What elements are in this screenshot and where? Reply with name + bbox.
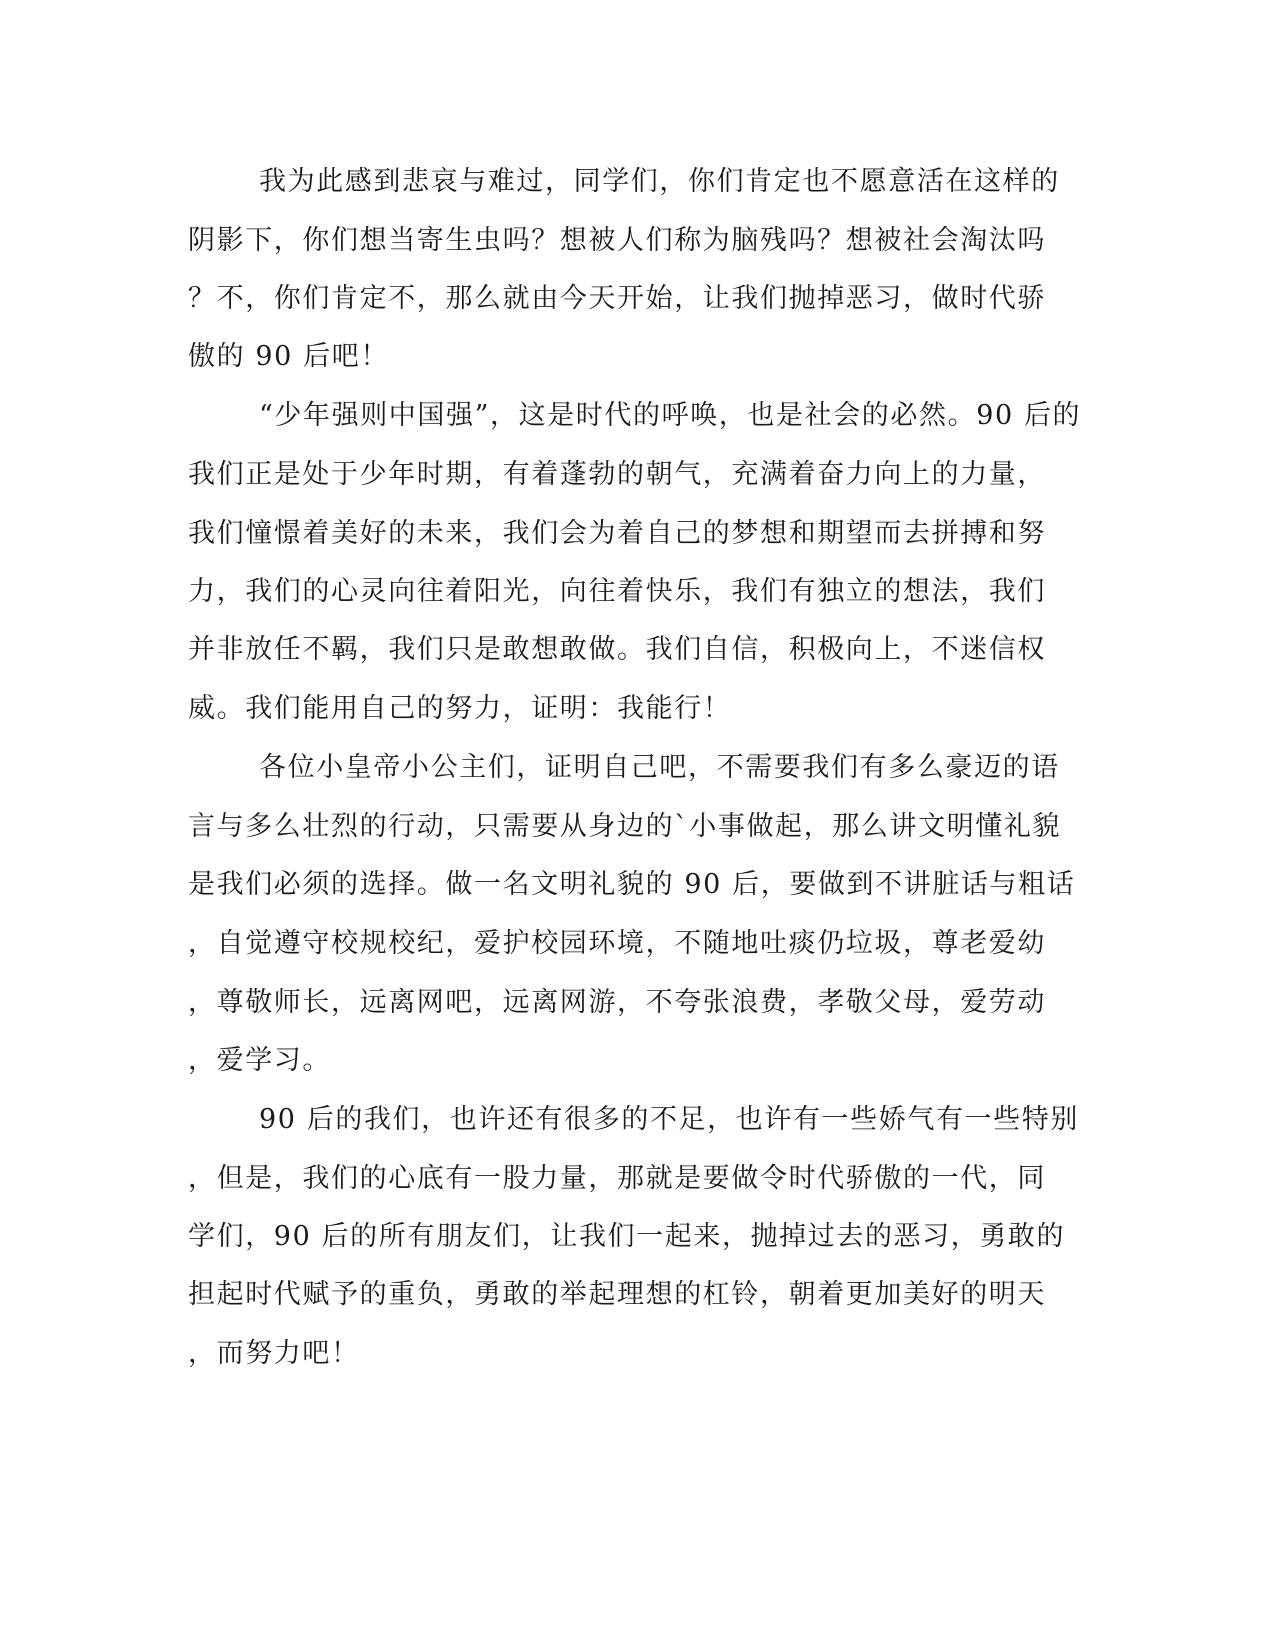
paragraph-line: ？不，你们肯定不，那么就由今天开始，让我们抛掉恶习，做时代骄 <box>188 283 1046 314</box>
paragraph-line: ，而努力吧！ <box>188 1338 360 1369</box>
paragraph-line: 学们，90 后的所有朋友们，让我们一起来，抛掉过去的恶习，勇敢的 <box>188 1221 1066 1252</box>
paragraph-line: 我们正是处于少年时期，有着蓬勃的朝气，充满着奋力向上的力量， <box>188 459 1046 490</box>
paragraph-line: 各位小皇帝小公主们，证明自己吧，不需要我们有多么豪迈的语 <box>259 752 1060 783</box>
paragraph-line: 我为此感到悲哀与难过，同学们，你们肯定也不愿意活在这样的 <box>259 166 1060 197</box>
paragraph-line: 担起时代赋予的重负，勇敢的举起理想的杠铃，朝着更加美好的明天 <box>188 1279 1046 1310</box>
paragraph-line: 我们憧憬着美好的未来，我们会为着自己的梦想和期望而去拼搏和努 <box>188 518 1046 549</box>
paragraph-line: 90 后的我们，也许还有很多的不足，也许有一些娇气有一些特别 <box>259 1104 1079 1135</box>
paragraph-line: 言与多么壮烈的行动，只需要从身边的`小事做起，那么讲文明懂礼貌 <box>188 811 1062 842</box>
paragraph-line: 并非放任不羁，我们只是敢想敢做。我们自信，积极向上，不迷信权 <box>188 634 1046 665</box>
paragraph-line: 是我们必须的选择。做一名文明礼貌的 90 后，要做到不讲脏话与粗话 <box>188 869 1076 900</box>
paragraph-line: “少年强则中国强”，这是时代的呼唤，也是社会的必然。90 后的 <box>259 400 1082 431</box>
paragraph-line: 阴影下，你们想当寄生虫吗？想被人们称为脑残吗？想被社会淘汰吗 <box>188 225 1046 256</box>
paragraph-line: ，自觉遵守校规校纪，爱护校园环境，不随地吐痰仍垃圾，尊老爱幼 <box>188 928 1046 959</box>
paragraph-line: ，爱学习。 <box>188 1045 331 1076</box>
paragraph-line: 傲的 90 后吧！ <box>188 341 389 372</box>
paragraph-line: ，但是，我们的心底有一股力量，那就是要做令时代骄傲的一代，同 <box>188 1163 1046 1194</box>
paragraph-line: 威。我们能用自己的努力，证明：我能行！ <box>188 693 732 724</box>
paragraph-line: ，尊敬师长，远离网吧，远离网游，不夸张浪费，孝敬父母，爱劳动 <box>188 987 1046 1018</box>
paragraph-line: 力，我们的心灵向往着阳光，向往着快乐，我们有独立的想法，我们 <box>188 576 1046 607</box>
